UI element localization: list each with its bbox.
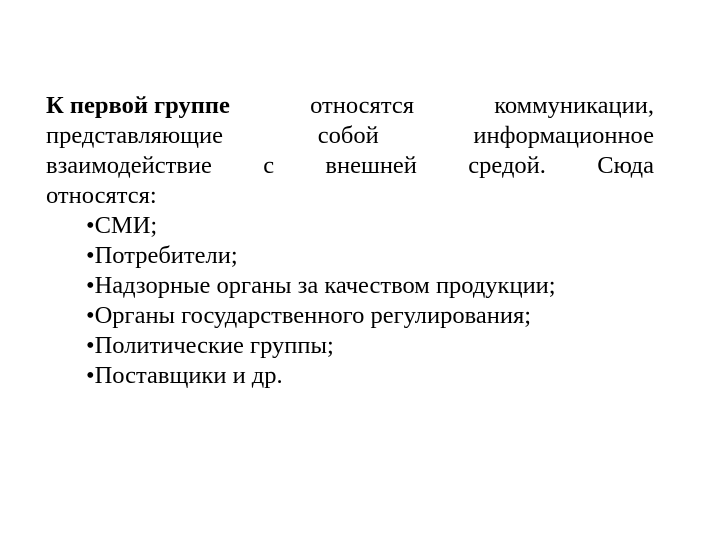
paragraph-word: представляющие xyxy=(46,122,224,149)
paragraph-word: взаимодействие xyxy=(46,152,212,179)
paragraph-line-4 xyxy=(46,181,654,211)
bullet-mark: • xyxy=(86,242,95,269)
bullet-item xyxy=(86,211,654,241)
bullet-item xyxy=(86,271,654,301)
bullet-item xyxy=(86,301,654,331)
bullet-mark: • xyxy=(86,212,95,239)
paragraph-word: относятся: xyxy=(46,182,157,209)
paragraph-line-3 xyxy=(46,151,654,181)
bullet-list xyxy=(46,211,654,391)
paragraph-lead: К первой группе xyxy=(46,92,230,119)
bullet-mark: • xyxy=(86,272,95,299)
bullet-text: Органы государственного регулирования; xyxy=(94,302,532,329)
bullet-text: Поставщики и др. xyxy=(94,362,283,389)
bullet-text: СМИ; xyxy=(94,212,158,239)
paragraph-word: информационное xyxy=(473,122,654,149)
paragraph-word: относятся xyxy=(310,92,414,119)
bullet-text: Надзорные органы за качеством продукции; xyxy=(94,272,556,299)
bullet-item xyxy=(86,241,654,271)
bullet-text: Потребители; xyxy=(94,242,238,269)
bullet-mark: • xyxy=(86,302,95,329)
paragraph-line-2 xyxy=(46,121,654,151)
paragraph-word: внешней xyxy=(325,152,417,179)
bullet-mark: • xyxy=(86,362,95,389)
paragraph-word: с xyxy=(263,152,275,179)
bullet-mark: • xyxy=(86,332,95,359)
bullet-item xyxy=(86,331,654,361)
paragraph-word: коммуникации, xyxy=(494,92,654,119)
bullet-item xyxy=(86,361,654,391)
bullet-text: Политические группы; xyxy=(94,332,334,359)
paragraph-line-1 xyxy=(46,91,654,121)
paragraph-word: собой xyxy=(317,122,379,149)
paragraph-word: средой. xyxy=(468,152,546,179)
slide-text xyxy=(46,91,654,391)
paragraph-word: Сюда xyxy=(597,152,654,179)
